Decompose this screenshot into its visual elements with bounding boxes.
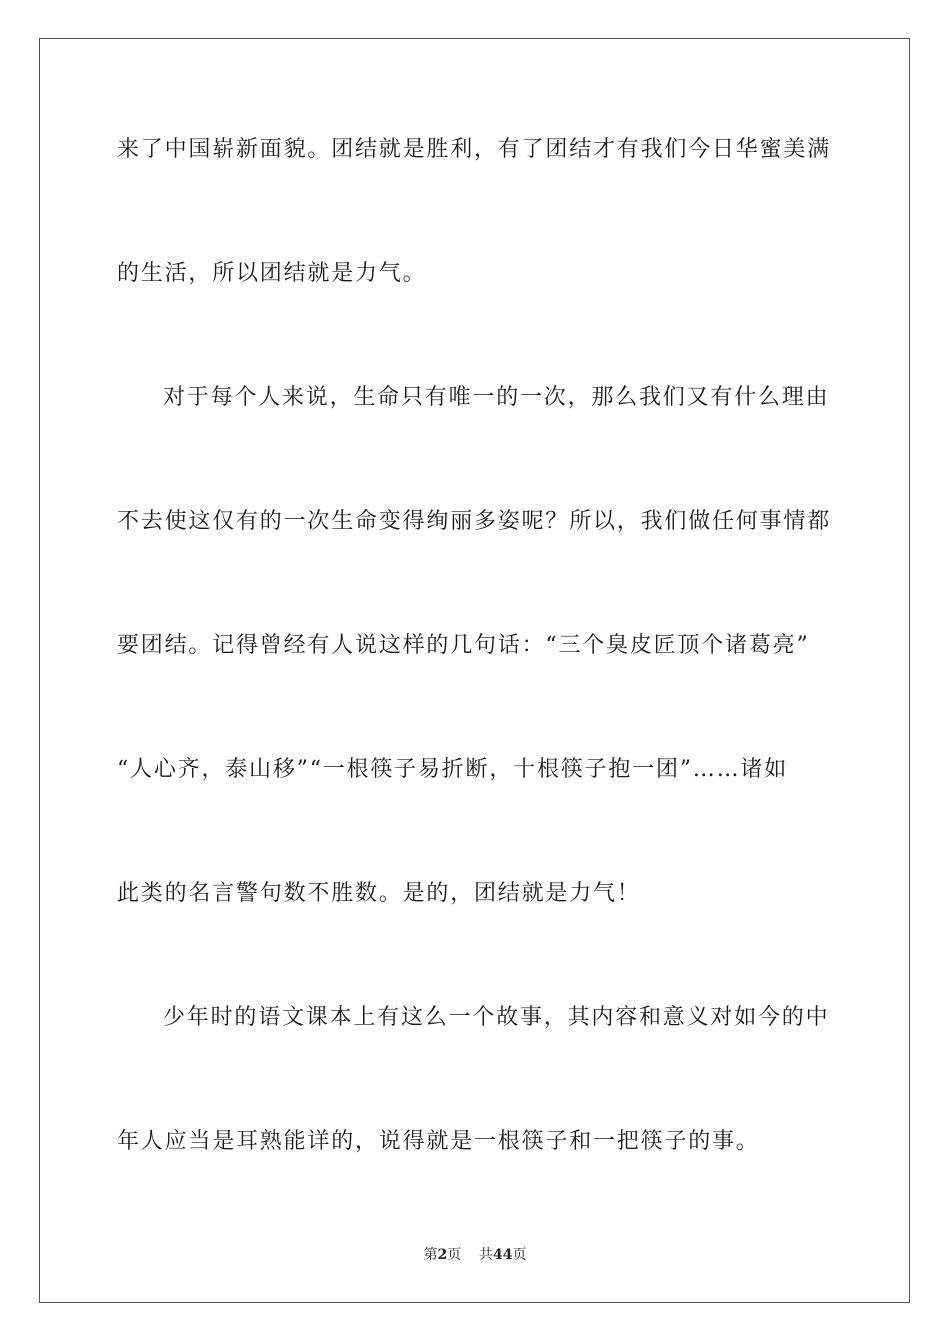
page-prefix: 第 xyxy=(423,1247,438,1263)
page-number: 2 xyxy=(437,1247,448,1263)
paragraph-start-line: 少年时的语文课本上有这么一个故事，其内容和意义对如今的中 xyxy=(163,1005,830,1030)
text-line: 年人应当是耳熟能详的，说得就是一根筷子和一把筷子的事。 xyxy=(117,1129,760,1154)
page-footer xyxy=(0,1246,950,1264)
page-suffix: 页 xyxy=(447,1247,462,1263)
total-pages: 44 xyxy=(493,1247,513,1263)
text-line: 此类的名言警句数不胜数。是的，团结就是力气！ xyxy=(117,881,641,906)
total-prefix: 共 xyxy=(479,1247,494,1263)
page-border xyxy=(39,38,910,1303)
paragraph-start-line: 对于每个人来说，生命只有唯一的一次，那么我们又有什么理由 xyxy=(163,385,830,410)
text-line: 来了中国崭新面貌。团结就是胜利，有了团结才有我们今日华蜜美满 xyxy=(117,137,832,162)
total-suffix: 页 xyxy=(512,1247,527,1263)
text-line: 不去使这仅有的一次生命变得绚丽多姿呢？所以，我们做任何事情都 xyxy=(117,509,832,534)
text-line: 要团结。记得曾经有人说这样的几句话：“三个臭皮匠顶个诸葛亮” xyxy=(117,633,810,658)
text-line: “人心齐，泰山移”“一根筷子易折断，十根筷子抱一团”……诸如 xyxy=(117,757,788,782)
text-line: 的生活，所以团结就是力气。 xyxy=(117,261,427,286)
